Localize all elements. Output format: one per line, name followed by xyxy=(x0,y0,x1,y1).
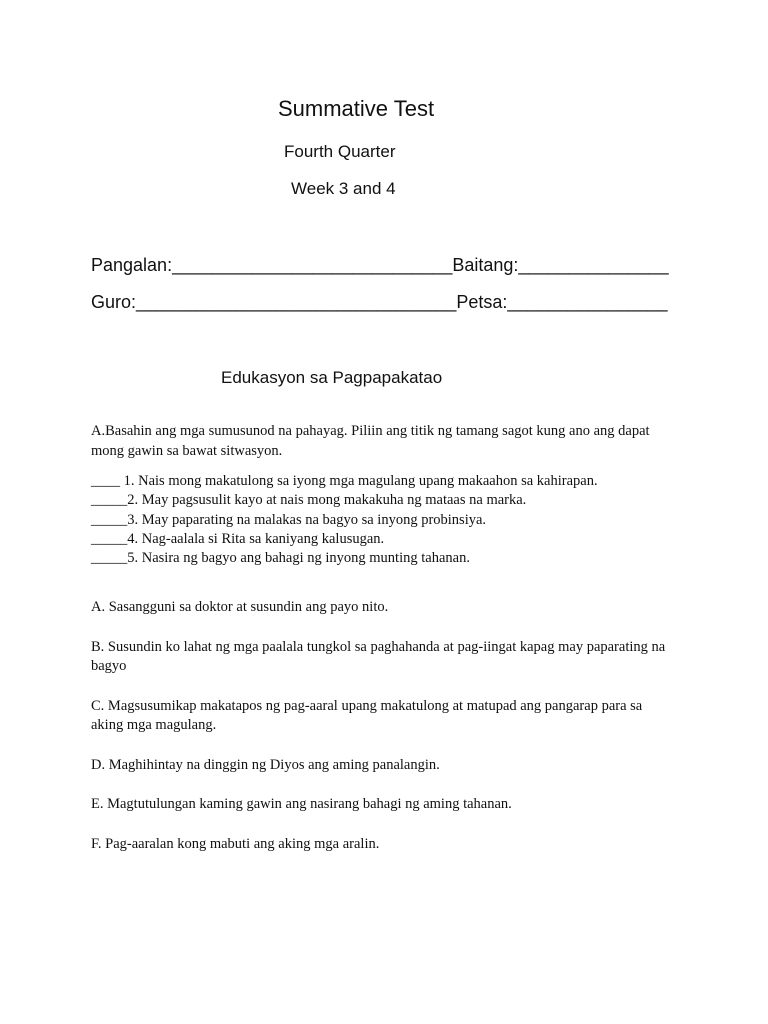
choice-item: B. Susundin ko lahat ng mga paalala tungkol sa paghahanda at pag-iingat kapag may paparating na bagyo xyxy=(91,638,666,674)
question-item: ____ 1. Nais mong makatulong sa iyong mga magulang upang makaahon sa kahirapan. xyxy=(91,473,598,489)
name-grade-line: Pangalan:____________________________Baitang:_______________ xyxy=(91,255,669,275)
choice-item: A. Sasangguni sa doktor at susundin ang payo nito. xyxy=(91,599,389,615)
instructions-text: A.Basahin ang mga sumusunod na pahayag. Piliin ang titik ng tamang sagot kung ano ang dapat mong gawin sa bawat sitwasyon. xyxy=(91,423,650,459)
teacher-date-line: Guro:________________________________Petsa:________________ xyxy=(91,292,668,312)
choice-item: F. Pag-aaralan kong mabuti ang aking mga aralin. xyxy=(91,835,380,852)
question-list xyxy=(91,472,691,568)
question-item: _____2. May pagsusulit kayo at nais mong makakuha ng mataas na marka. xyxy=(91,492,527,509)
choice-item: E. Magtutulungan kaming gawin ang nasirang bahagi ng aming tahanan. xyxy=(91,796,512,812)
subject-heading: Edukasyon sa Pagpapakatao xyxy=(221,368,443,387)
page-title: Summative Test xyxy=(278,96,435,121)
quarter-label: Fourth Quarter xyxy=(284,142,396,161)
choice-item: D. Maghihintay na dinggin ng Diyos ang aming panalangin. xyxy=(91,756,440,773)
question-item: _____5. Nasira ng bagyo ang bahagi ng inyong munting tahanan. xyxy=(91,550,470,567)
question-item: _____4. Nag-aalala si Rita sa kaniyang kalusugan. xyxy=(91,530,385,547)
week-label: Week 3 and 4 xyxy=(291,179,396,198)
choice-item: C. Magsusumikap makatapos ng pag-aaral upang makatulong at matupad ang pangarap para sa aking mga magulang. xyxy=(91,697,643,733)
choice-list xyxy=(91,598,671,854)
question-item: _____3. May paparating na malakas na bagyo sa inyong probinsiya. xyxy=(91,511,487,528)
